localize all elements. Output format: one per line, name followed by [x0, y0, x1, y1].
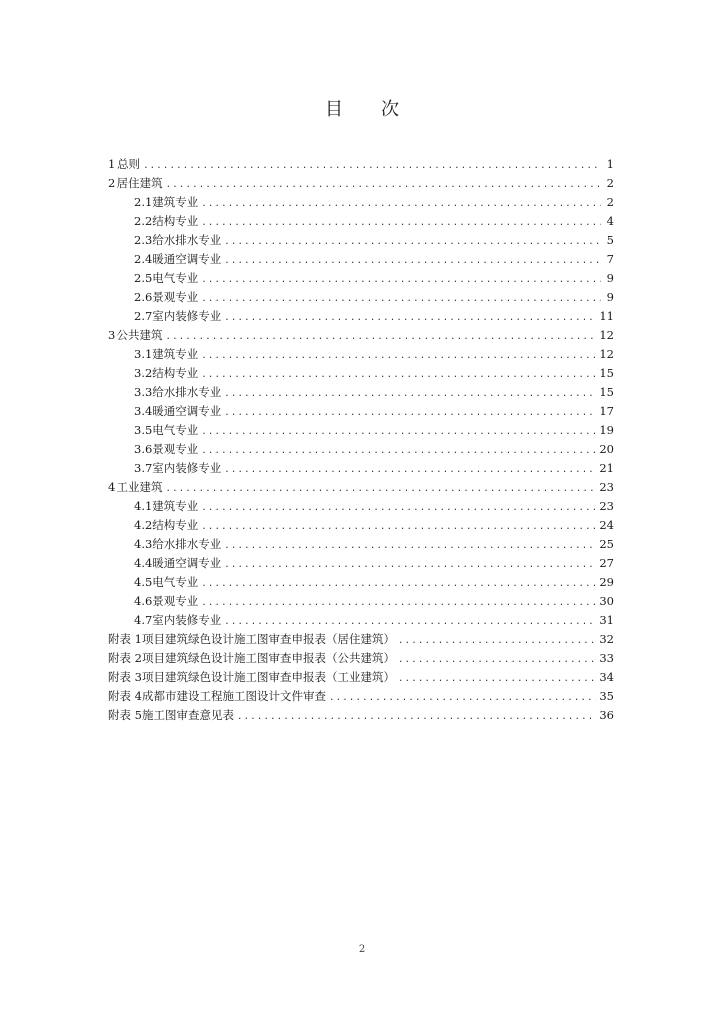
toc-entry-page: 25 — [599, 537, 614, 551]
toc-entry-page: 32 — [599, 632, 614, 646]
toc-entry-label: 给水排水专业 — [152, 537, 222, 551]
toc-entry-label: 暖通空调专业 — [152, 404, 222, 418]
toc-entry-number: 3.1 — [134, 347, 153, 361]
toc-entry-page: 5 — [606, 233, 614, 247]
toc-entry-number: 4.1 — [134, 499, 153, 513]
dot-leader — [224, 537, 596, 556]
toc-entry[interactable] — [108, 421, 614, 440]
toc-entry[interactable] — [108, 364, 614, 383]
dot-leader — [201, 594, 596, 613]
toc-entry-number: 附表 5 — [108, 708, 142, 722]
toc-entry[interactable] — [108, 402, 614, 421]
dot-leader — [224, 233, 601, 252]
toc-entry-page: 19 — [599, 423, 614, 437]
toc-entry[interactable] — [108, 288, 614, 307]
toc-entry-label: 给水排水专业 — [152, 233, 222, 247]
toc-entry[interactable] — [108, 668, 614, 687]
dot-leader — [224, 385, 596, 404]
toc-entry-label: 室内装修专业 — [152, 613, 222, 627]
toc-entry-page: 36 — [599, 708, 614, 722]
dot-leader — [224, 404, 596, 423]
dot-leader — [166, 480, 597, 499]
dot-leader — [201, 442, 596, 461]
toc-entry-page: 1 — [606, 157, 614, 171]
dot-leader — [201, 518, 596, 537]
dot-leader — [224, 556, 596, 575]
toc-entry[interactable] — [108, 440, 614, 459]
toc-entry-label: 总则 — [117, 157, 141, 171]
dot-leader — [201, 423, 596, 442]
dot-leader — [201, 271, 601, 290]
toc-entry-page: 33 — [599, 651, 614, 665]
toc-entry[interactable] — [108, 212, 614, 231]
toc-entry-number: 附表 4 — [108, 689, 142, 703]
toc-entry[interactable] — [108, 250, 614, 269]
title-char-2: 次 — [381, 99, 399, 120]
dot-leader — [398, 670, 596, 689]
toc-entry-number: 附表 1 — [108, 632, 142, 646]
toc-entry-label: 结构专业 — [152, 366, 199, 380]
toc-entry-label: 景观专业 — [152, 290, 199, 304]
toc-entry-number: 2.1 — [134, 195, 153, 209]
toc-entry-page: 12 — [599, 328, 614, 342]
toc-entry[interactable] — [108, 592, 614, 611]
dot-leader — [201, 575, 596, 594]
toc-entry[interactable] — [108, 174, 614, 193]
toc-entry-number: 4.5 — [134, 575, 153, 589]
toc-entry-page: 23 — [599, 499, 614, 513]
toc-entry-label: 暖通空调专业 — [152, 556, 222, 570]
toc-entry-label: 电气专业 — [152, 423, 199, 437]
dot-leader — [166, 328, 597, 347]
toc-entry-number: 2 — [108, 176, 116, 190]
toc-entry-page: 15 — [599, 366, 614, 380]
toc-entry-page: 24 — [599, 518, 614, 532]
toc-entry[interactable] — [108, 630, 614, 649]
toc-entry-page: 34 — [599, 670, 614, 684]
toc-entry-number: 1 — [108, 157, 116, 171]
toc-entry-label: 给水排水专业 — [152, 385, 222, 399]
toc-entry-label: 景观专业 — [152, 442, 199, 456]
dot-leader — [224, 252, 601, 271]
toc-entry[interactable] — [108, 307, 614, 326]
dot-leader — [201, 214, 601, 233]
dot-leader — [398, 632, 596, 651]
dot-leader — [201, 347, 596, 366]
toc-entry-number: 3.2 — [134, 366, 153, 380]
toc-entry[interactable] — [108, 687, 614, 706]
toc-entry-label: 项目建筑绿色设计施工图审查申报表（居住建筑） — [141, 632, 395, 646]
toc-entry-number: 2.4 — [134, 252, 153, 266]
page-number: 2 — [358, 944, 366, 955]
toc-entry-page: 29 — [599, 575, 614, 589]
toc-entry-label: 结构专业 — [152, 214, 199, 228]
dot-leader — [398, 651, 596, 670]
toc-entry-number: 4 — [108, 480, 116, 494]
toc-entry-number: 4.6 — [134, 594, 153, 608]
toc-entry[interactable] — [108, 459, 614, 478]
toc-entry[interactable] — [108, 497, 614, 516]
toc-entry[interactable] — [108, 345, 614, 364]
dot-leader — [143, 157, 601, 176]
toc-entry-page: 11 — [599, 309, 614, 323]
dot-leader — [224, 461, 596, 480]
toc-entry[interactable] — [108, 326, 614, 345]
toc-entry-number: 4.2 — [134, 518, 153, 532]
toc-entry-page: 7 — [606, 252, 614, 266]
toc-entry-label: 居住建筑 — [116, 176, 163, 190]
toc-entry[interactable] — [108, 649, 614, 668]
toc-entry-number: 3.4 — [134, 404, 153, 418]
toc-entry-number: 2.5 — [134, 271, 153, 285]
toc-entry-page: 23 — [599, 480, 614, 494]
toc-entry[interactable] — [108, 269, 614, 288]
toc-entry-number: 2.7 — [134, 309, 153, 323]
dot-leader — [224, 309, 596, 328]
toc-entry-label: 建筑专业 — [152, 499, 199, 513]
toc-entry-page: 12 — [599, 347, 614, 361]
toc-entry-page: 27 — [599, 556, 614, 570]
dot-leader — [201, 195, 601, 214]
toc-entry-page: 17 — [599, 404, 614, 418]
toc-entry-number: 4.4 — [134, 556, 153, 570]
toc-entry-label: 电气专业 — [152, 575, 199, 589]
toc-entry-label: 施工图审查意见表 — [141, 708, 234, 722]
toc-entry-page: 30 — [599, 594, 614, 608]
toc-entry[interactable] — [108, 573, 614, 592]
toc-entry-number: 3.7 — [134, 461, 153, 475]
toc-entry-page: 4 — [606, 214, 614, 228]
toc-entry-label: 结构专业 — [152, 518, 199, 532]
toc-entry-page: 31 — [599, 613, 614, 627]
dot-leader — [237, 708, 596, 727]
toc-entry-number: 2.2 — [134, 214, 153, 228]
toc-entry[interactable] — [108, 193, 614, 212]
toc-entry-label: 建筑专业 — [152, 195, 199, 209]
title-char-1: 目 — [325, 99, 343, 120]
table-of-contents — [108, 155, 614, 725]
toc-entry-label: 工业建筑 — [116, 480, 163, 494]
toc-entry-number: 附表 2 — [108, 651, 142, 665]
toc-entry-number: 2.3 — [134, 233, 153, 247]
toc-entry[interactable] — [108, 516, 614, 535]
dot-leader — [201, 290, 601, 309]
dot-leader — [201, 499, 596, 518]
toc-entry[interactable] — [108, 535, 614, 554]
toc-entry-number: 4.7 — [134, 613, 153, 627]
toc-entry[interactable] — [108, 231, 614, 250]
toc-entry-number: 4.3 — [134, 537, 153, 551]
toc-entry-label: 室内装修专业 — [152, 461, 222, 475]
toc-entry-number: 附表 3 — [108, 670, 142, 684]
toc-entry[interactable] — [108, 554, 614, 573]
dot-leader — [166, 176, 601, 195]
toc-entry[interactable] — [108, 706, 614, 725]
toc-entry-page: 35 — [599, 689, 614, 703]
toc-entry[interactable] — [108, 611, 614, 630]
toc-entry-number: 3.6 — [134, 442, 153, 456]
toc-entry-number: 3 — [108, 328, 116, 342]
toc-entry-number: 2.6 — [134, 290, 153, 304]
toc-entry-label: 项目建筑绿色设计施工图审查申报表（公共建筑） — [141, 651, 395, 665]
toc-entry-page: 21 — [599, 461, 614, 475]
toc-entry-label: 项目建筑绿色设计施工图审查申报表（工业建筑） — [141, 670, 395, 684]
toc-entry[interactable] — [108, 155, 614, 174]
dot-leader — [329, 689, 596, 708]
toc-entry-label: 暖通空调专业 — [152, 252, 222, 266]
toc-entry[interactable] — [108, 478, 614, 497]
toc-entry-page: 9 — [606, 290, 614, 304]
toc-entry-label: 电气专业 — [152, 271, 199, 285]
dot-leader — [201, 366, 596, 385]
toc-entry-number: 3.5 — [134, 423, 153, 437]
toc-entry-page: 2 — [606, 195, 614, 209]
toc-entry-label: 建筑专业 — [152, 347, 199, 361]
toc-entry-label: 室内装修专业 — [152, 309, 222, 323]
page-title — [0, 95, 724, 121]
toc-entry-number: 3.3 — [134, 385, 153, 399]
toc-entry-label: 公共建筑 — [116, 328, 163, 342]
toc-entry-label: 成都市建设工程施工图设计文件审查 — [141, 689, 326, 703]
toc-entry[interactable] — [108, 383, 614, 402]
toc-entry-page: 20 — [599, 442, 614, 456]
toc-entry-page: 2 — [606, 176, 614, 190]
toc-entry-label: 景观专业 — [152, 594, 199, 608]
toc-entry-page: 15 — [599, 385, 614, 399]
toc-entry-page: 9 — [606, 271, 614, 285]
